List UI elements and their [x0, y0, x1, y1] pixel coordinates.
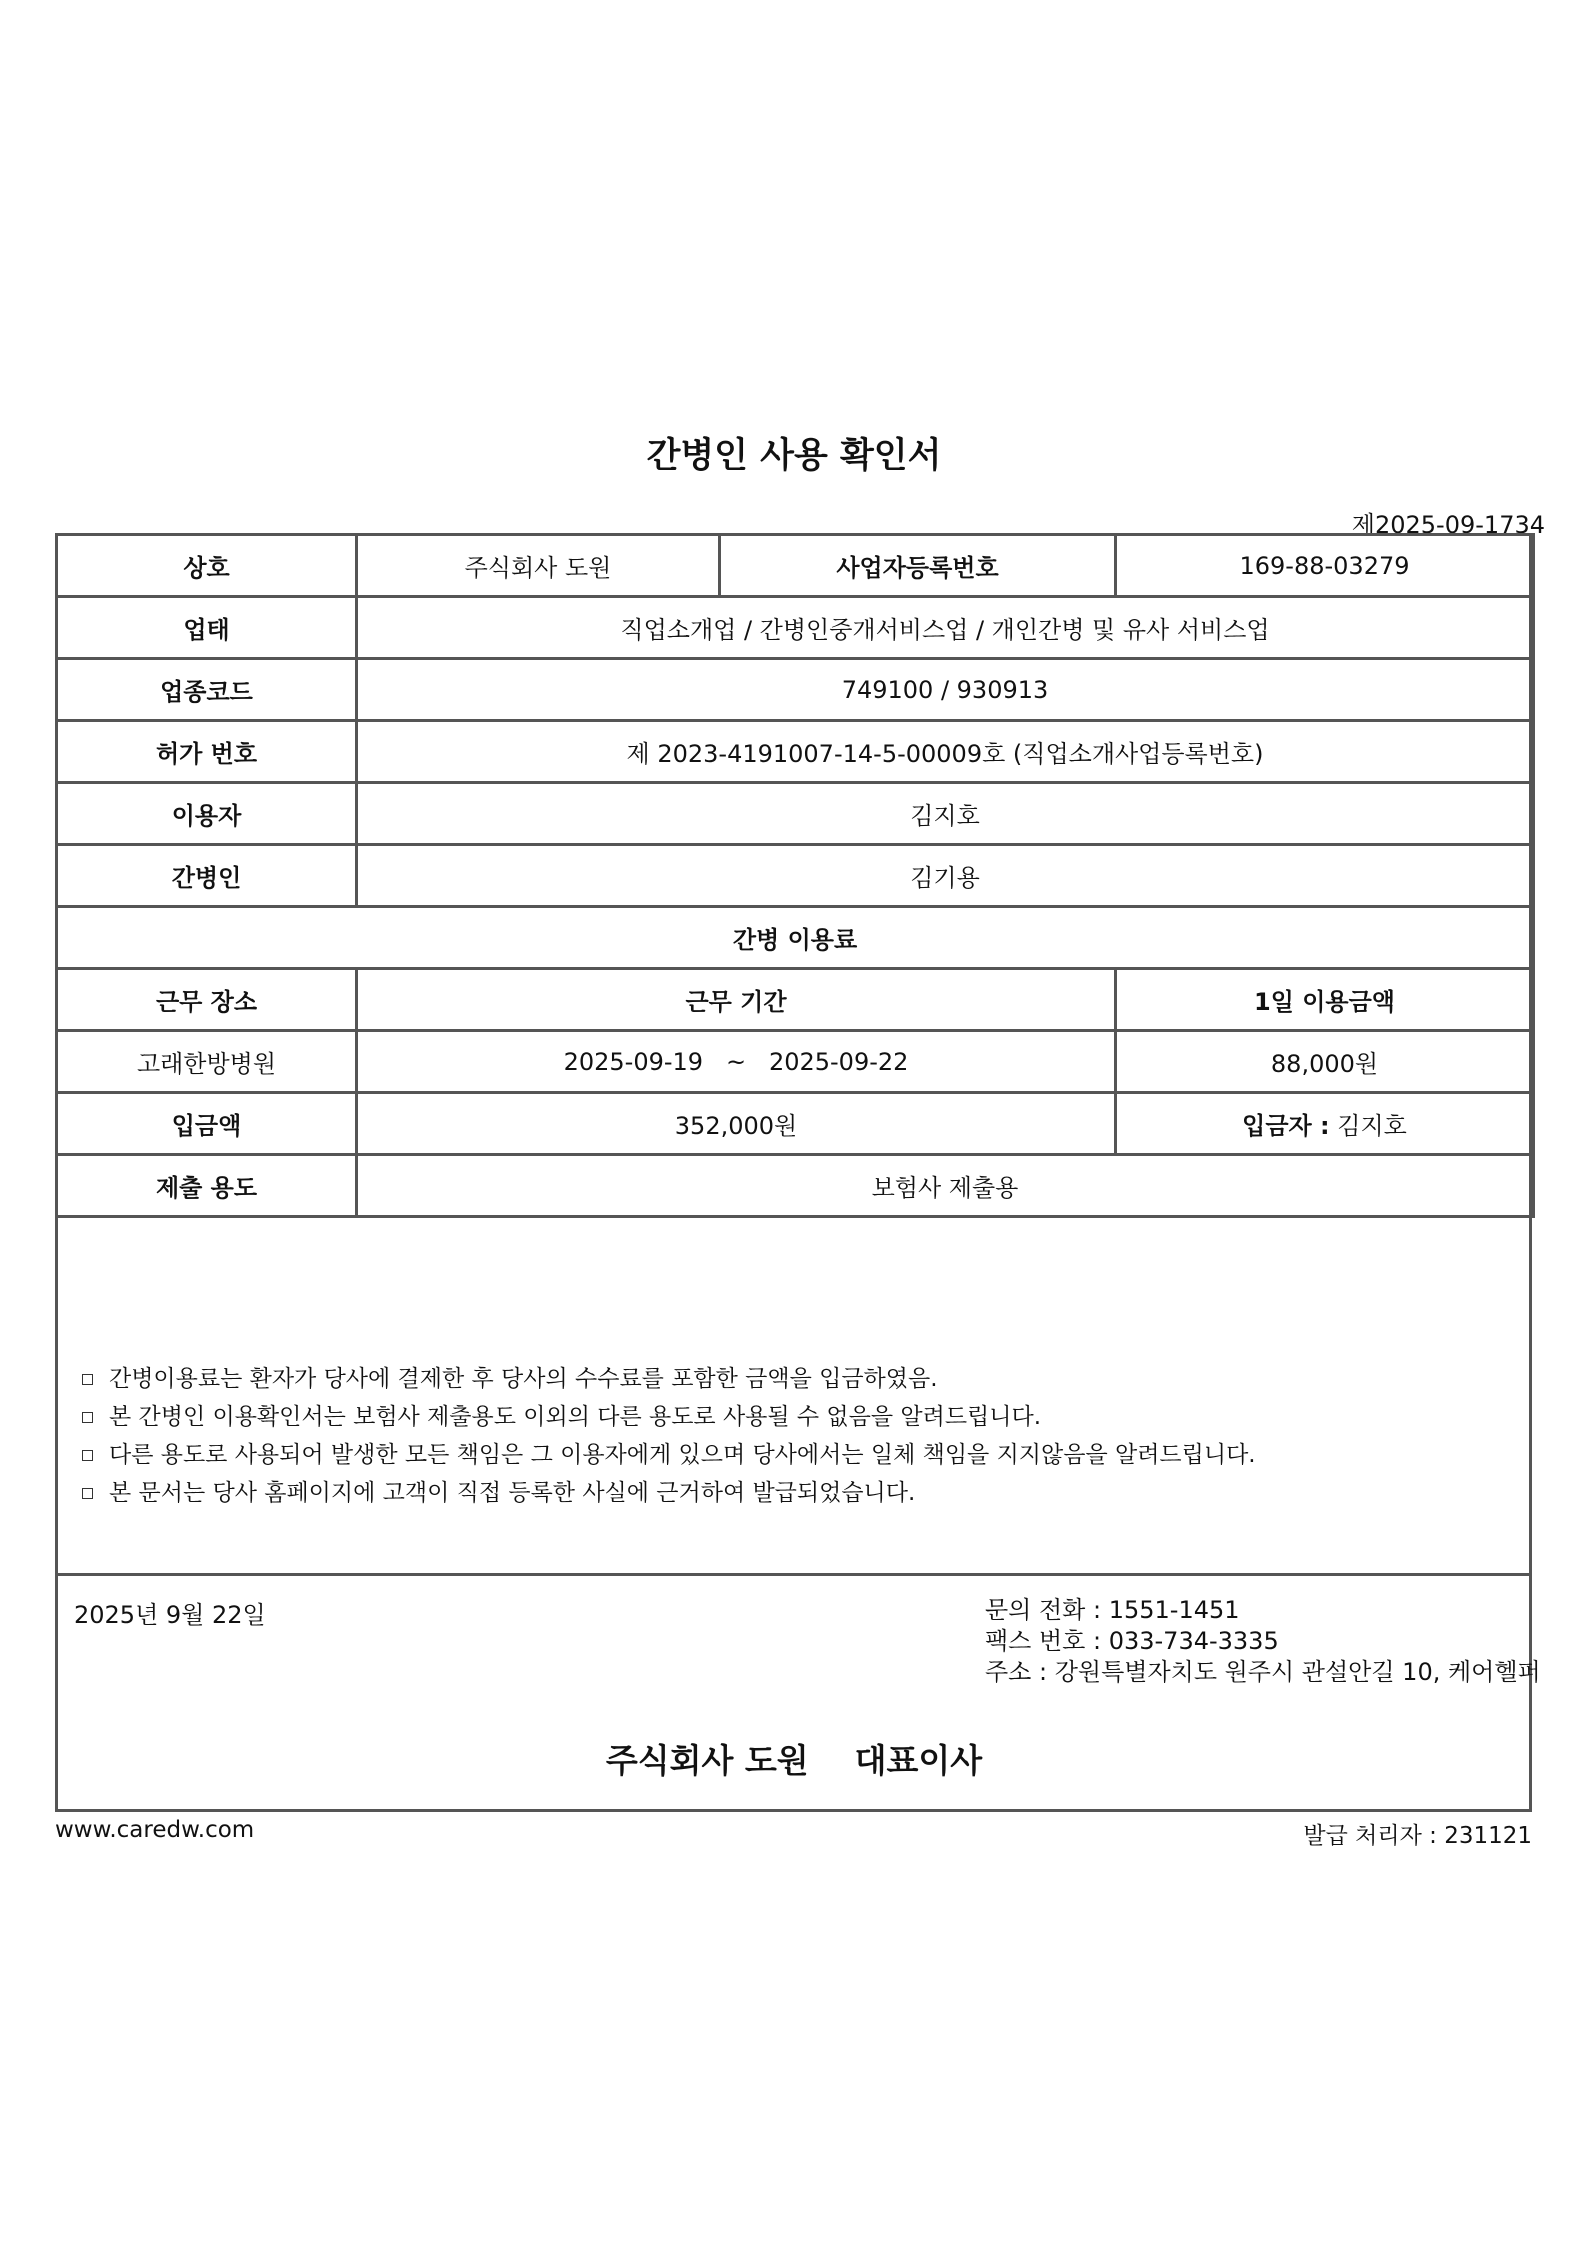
- workplace-value: 고래한방병원: [57, 1031, 357, 1093]
- list-item: [82, 1360, 1256, 1398]
- list-item: [82, 1474, 1256, 1512]
- table-row: [57, 659, 1534, 721]
- user-value: 김지호: [357, 783, 1534, 845]
- table-row: [57, 907, 1534, 969]
- contact-info: [985, 1595, 1541, 1688]
- period-value: 2025-09-19 ~ 2025-09-22: [357, 1031, 1116, 1093]
- bizreg-value: 169-88-03279: [1116, 535, 1534, 597]
- notice-text: 다른 용도로 사용되어 발생한 모든 책임은 그 이용자에게 있으며 당사에서는 일체 책임을 지지않음을 알려드립니다.: [109, 1442, 1256, 1468]
- table-row: [57, 1093, 1534, 1155]
- caregiver-label: 간병인: [57, 845, 357, 907]
- contact-address: 주소 : 강원특별자치도 원주시 관설안길 10, 케어헬퍼: [985, 1658, 1541, 1686]
- signer-line: 주식회사 도원 대표이사: [605, 1741, 983, 1780]
- table-row: [57, 597, 1534, 659]
- notice-list: [82, 1360, 1256, 1512]
- business-value: 직업소개업 / 간병인중개서비스업 / 개인간병 및 유사 서비스업: [357, 597, 1534, 659]
- depositor-cell: [1116, 1093, 1534, 1155]
- deposit-label: 입금액: [57, 1093, 357, 1155]
- notice-text: 본 간병인 이용확인서는 보험사 제출용도 이외의 다른 용도로 사용될 수 없음을 알려드립니다.: [109, 1404, 1042, 1430]
- purpose-value: 보험사 제출용: [357, 1155, 1534, 1217]
- company-label: 상호: [57, 535, 357, 597]
- purpose-label: 제출 용도: [57, 1155, 357, 1217]
- website-url: www.caredw.com: [55, 1817, 255, 1843]
- table-row: [57, 535, 1534, 597]
- section-divider: [55, 1573, 1532, 1576]
- fee-section-title: 간병 이용료: [57, 907, 1534, 969]
- table-row: [57, 1031, 1534, 1093]
- period-label: 근무 기간: [357, 969, 1116, 1031]
- document-title: 간병인 사용 확인서: [646, 436, 942, 476]
- industry-code-label: 업종코드: [57, 659, 357, 721]
- depositor-label: 입금자 :: [1242, 1112, 1330, 1140]
- business-label: 업태: [57, 597, 357, 659]
- document-number: 제2025-09-1734: [1351, 511, 1545, 539]
- bizreg-label: 사업자등록번호: [720, 535, 1116, 597]
- industry-code-value: 749100 / 930913: [357, 659, 1534, 721]
- square-bullet-icon: [82, 1450, 93, 1461]
- issue-date: 2025년 9월 22일: [74, 1601, 266, 1629]
- notice-text: 간병이용료는 환자가 당사에 결제한 후 당사의 수수료를 포함한 금액을 입금하였음.: [109, 1366, 938, 1392]
- issuer-id: 발급 처리자 : 231121: [1303, 1823, 1532, 1849]
- company-value: 주식회사 도원: [357, 535, 720, 597]
- table-row: [57, 783, 1534, 845]
- list-item: [82, 1436, 1256, 1474]
- square-bullet-icon: [82, 1412, 93, 1423]
- contact-fax: 팩스 번호 : 033-734-3335: [985, 1627, 1279, 1655]
- square-bullet-icon: [82, 1488, 93, 1499]
- deposit-value: 352,000원: [357, 1093, 1116, 1155]
- table-row: [57, 721, 1534, 783]
- contact-phone: 문의 전화 : 1551-1451: [985, 1596, 1240, 1624]
- square-bullet-icon: [82, 1374, 93, 1385]
- depositor-value: 김지호: [1329, 1112, 1407, 1140]
- table-row: [57, 845, 1534, 907]
- caregiver-value: 김기용: [357, 845, 1534, 907]
- table-row: [57, 969, 1534, 1031]
- info-table: [55, 533, 1535, 1218]
- license-label: 허가 번호: [57, 721, 357, 783]
- notice-text: 본 문서는 당사 홈페이지에 고객이 직접 등록한 사실에 근거하여 발급되었습니다.: [109, 1480, 916, 1506]
- daily-amount-value: 88,000원: [1116, 1031, 1534, 1093]
- user-label: 이용자: [57, 783, 357, 845]
- license-value: 제 2023-4191007-14-5-00009호 (직업소개사업등록번호): [357, 721, 1534, 783]
- list-item: [82, 1398, 1256, 1436]
- daily-amount-label: 1일 이용금액: [1116, 969, 1534, 1031]
- table-row: [57, 1155, 1534, 1217]
- workplace-label: 근무 장소: [57, 969, 357, 1031]
